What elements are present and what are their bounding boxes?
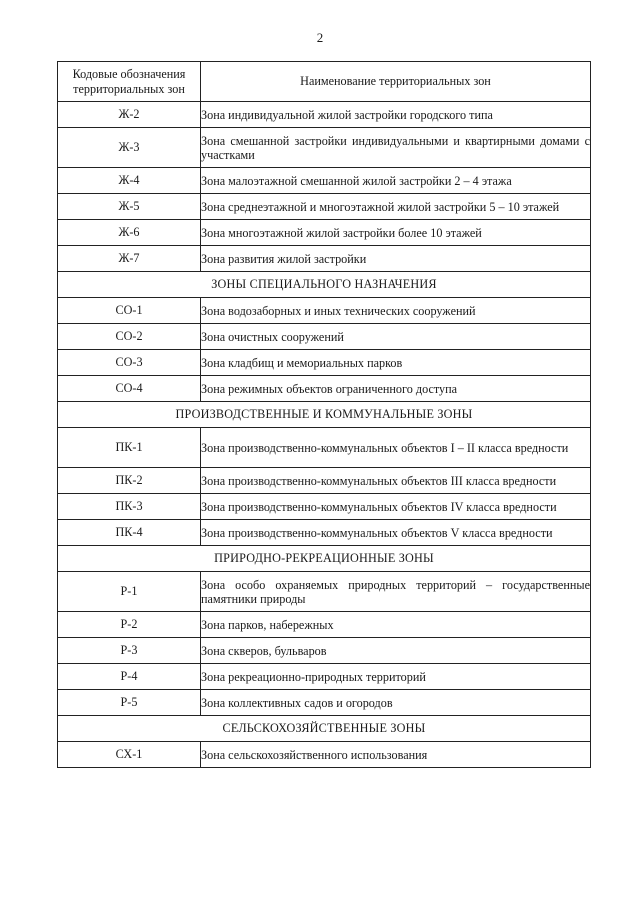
zone-code: Ж-6	[58, 220, 201, 246]
zone-code: Р-3	[58, 638, 201, 664]
zone-code: Ж-2	[58, 102, 201, 128]
zone-row	[58, 428, 591, 468]
zone-name: Зона режимных объектов ограниченного доступа	[201, 376, 591, 402]
zone-code: Р-4	[58, 664, 201, 690]
zone-row	[58, 102, 591, 128]
zone-name: Зона производственно-коммунальных объектов III класса вредности	[201, 468, 591, 494]
zone-name: Зона многоэтажной жилой застройки более 10 этажей	[201, 220, 591, 246]
zone-row	[58, 468, 591, 494]
zone-code: Р-1	[58, 572, 201, 612]
zone-name: Зона парков, набережных	[201, 612, 591, 638]
zone-name: Зона особо охраняемых природных территорий – государственные памятники природы	[201, 572, 591, 612]
section-row	[58, 546, 591, 572]
zone-row	[58, 194, 591, 220]
zones-table-body	[58, 102, 591, 768]
zone-row	[58, 298, 591, 324]
section-title: СЕЛЬСКОХОЗЯЙСТВЕННЫЕ ЗОНЫ	[58, 716, 591, 742]
header-name-column: Наименование территориальных зон	[201, 62, 591, 102]
zone-code: СО-3	[58, 350, 201, 376]
zone-row	[58, 664, 591, 690]
zone-name: Зона сельскохозяйственного использования	[201, 742, 591, 768]
zone-code: СО-1	[58, 298, 201, 324]
zone-code: СО-2	[58, 324, 201, 350]
zone-name: Зона очистных сооружений	[201, 324, 591, 350]
zone-name: Зона рекреационно-природных территорий	[201, 664, 591, 690]
zone-code: Р-2	[58, 612, 201, 638]
zone-name: Зона смешанной застройки индивидуальными и квартирными домами с участками	[201, 128, 591, 168]
zone-name: Зона коллективных садов и огородов	[201, 690, 591, 716]
zone-code: ПК-3	[58, 494, 201, 520]
zone-name: Зона индивидуальной жилой застройки городского типа	[201, 102, 591, 128]
zone-code: СО-4	[58, 376, 201, 402]
zone-code: ПК-1	[58, 428, 201, 468]
zone-row	[58, 638, 591, 664]
zone-name: Зона производственно-коммунальных объектов I – II класса вредности	[201, 428, 591, 468]
zone-name: Зона производственно-коммунальных объектов V класса вредности	[201, 520, 591, 546]
zone-code: ПК-2	[58, 468, 201, 494]
table-header-row	[58, 62, 591, 102]
zone-code: Р-5	[58, 690, 201, 716]
zone-row	[58, 324, 591, 350]
zone-row	[58, 168, 591, 194]
zone-row	[58, 128, 591, 168]
zone-name: Зона водозаборных и иных технических сооружений	[201, 298, 591, 324]
section-row	[58, 716, 591, 742]
zone-row	[58, 246, 591, 272]
section-row	[58, 272, 591, 298]
zone-row	[58, 220, 591, 246]
zone-code: Ж-5	[58, 194, 201, 220]
section-title: ЗОНЫ СПЕЦИАЛЬНОГО НАЗНАЧЕНИЯ	[58, 272, 591, 298]
zones-table	[57, 61, 591, 768]
section-title: ПРИРОДНО-РЕКРЕАЦИОННЫЕ ЗОНЫ	[58, 546, 591, 572]
zone-name: Зона кладбищ и мемориальных парков	[201, 350, 591, 376]
zone-row	[58, 350, 591, 376]
zone-row	[58, 520, 591, 546]
zone-row	[58, 572, 591, 612]
zone-name: Зона производственно-коммунальных объектов IV класса вредности	[201, 494, 591, 520]
zone-name: Зона развития жилой застройки	[201, 246, 591, 272]
zone-row	[58, 690, 591, 716]
zone-row	[58, 612, 591, 638]
zone-code: СХ-1	[58, 742, 201, 768]
section-row	[58, 402, 591, 428]
zone-name: Зона среднеэтажной и многоэтажной жилой застройки 5 – 10 этажей	[201, 194, 591, 220]
section-title: ПРОИЗВОДСТВЕННЫЕ И КОММУНАЛЬНЫЕ ЗОНЫ	[58, 402, 591, 428]
header-code-column: Кодовые обозначения территориальных зон	[58, 62, 201, 102]
zone-name: Зона малоэтажной смешанной жилой застройки 2 – 4 этажа	[201, 168, 591, 194]
zone-code: Ж-3	[58, 128, 201, 168]
zone-row	[58, 376, 591, 402]
zone-row	[58, 494, 591, 520]
zone-code: Ж-7	[58, 246, 201, 272]
page-number: 2	[316, 30, 324, 45]
zone-code: Ж-4	[58, 168, 201, 194]
zone-name: Зона скверов, бульваров	[201, 638, 591, 664]
zone-code: ПК-4	[58, 520, 201, 546]
zone-row	[58, 742, 591, 768]
